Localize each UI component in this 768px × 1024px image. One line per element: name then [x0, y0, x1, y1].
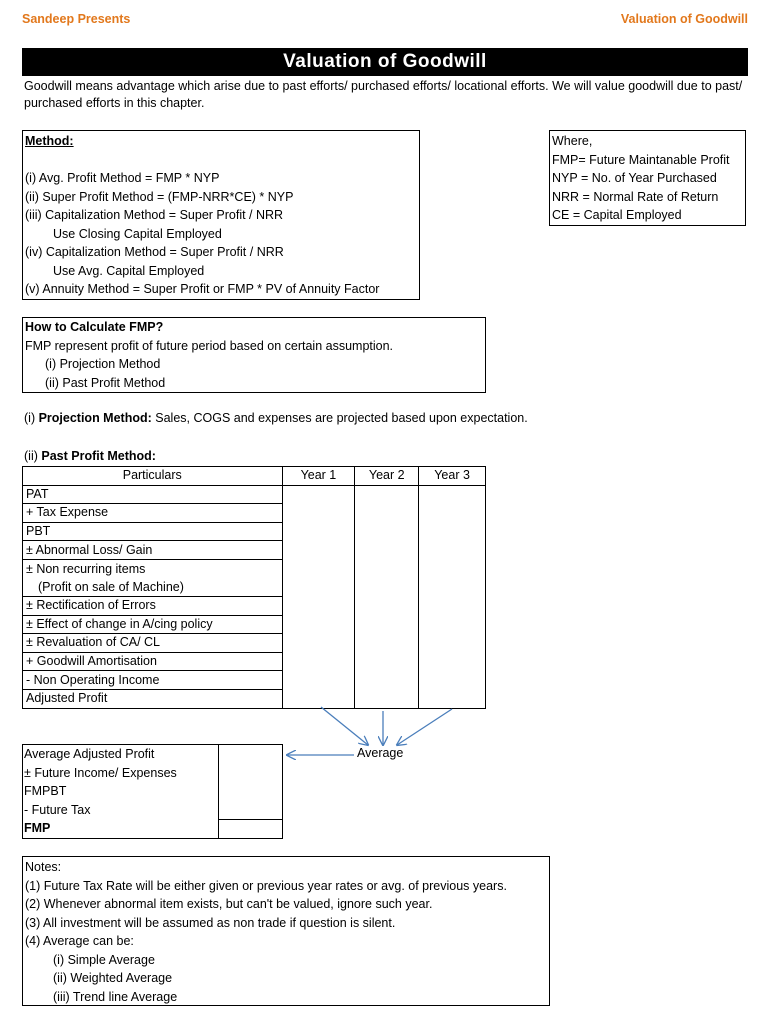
method-item: Use Closing Capital Employed: [53, 226, 222, 241]
where-item: FMP= Future Maintanable Profit: [552, 152, 730, 167]
row-label: - Non Operating Income: [23, 671, 283, 690]
notes-item: Notes:: [25, 860, 62, 874]
method-item: (ii) Super Profit Method = (FMP-NRR*CE) * NYP: [25, 189, 294, 204]
method-heading: Method:: [25, 134, 74, 148]
row-label: + Tax Expense: [23, 504, 283, 523]
column-header: Year 3: [419, 467, 486, 486]
method-item: Use Avg. Capital Employed: [53, 263, 205, 278]
page-title: Valuation of Goodwill: [22, 48, 748, 76]
column-header: Year 2: [355, 467, 419, 486]
header-right: Valuation of Goodwill: [620, 12, 748, 26]
notes-item: (1) Future Tax Rate will be either given or previous year rates or avg. of previous years.: [25, 878, 507, 893]
column-header: Year 1: [282, 467, 355, 486]
where-item: Where,: [552, 134, 593, 148]
method-item: (iv) Capitalization Method = Super Profit / NRR: [25, 245, 284, 259]
arrow-year3: [397, 709, 452, 745]
notes-item: (4) Average can be:: [25, 934, 134, 948]
method-item: (i) Avg. Profit Method = FMP * NYP: [25, 171, 220, 185]
fmp-row-label: FMP: [24, 821, 51, 835]
notes-item: (3) All investment will be assumed as non trade if question is silent.: [25, 915, 396, 930]
row-label: ± Effect of change in A/cing policy: [23, 615, 283, 634]
fmp-table-divider: [218, 745, 219, 838]
method-item: (iii) Capitalization Method = Super Profit / NRR: [25, 208, 284, 222]
past-profit-prefix: (ii): [24, 449, 42, 463]
notes-box: [22, 856, 550, 1006]
how-heading: How to Calculate FMP?: [25, 320, 164, 334]
projection-prefix: (i): [24, 411, 39, 425]
notes-item: (ii) Weighted Average: [53, 971, 173, 985]
fmp-row-label: Average Adjusted Profit: [24, 747, 155, 761]
notes-item: (iii) Trend line Average: [53, 989, 178, 1004]
row-label: ± Rectification of Errors: [23, 596, 283, 615]
row-label: ± Non recurring items: [26, 561, 146, 576]
fmp-table-divider: [218, 819, 282, 820]
past-profit-label: Past Profit Method:: [41, 449, 156, 463]
row-label: PBT: [23, 522, 283, 541]
fmp-row-label: FMPBT: [24, 784, 67, 798]
row-label: ± Abnormal Loss/ Gain: [23, 541, 283, 560]
row-label: ± Revaluation of CA/ CL: [23, 634, 283, 653]
method-item: (v) Annuity Method = Super Profit or FMP * PV of Annuity Factor: [25, 282, 380, 296]
projection-text: Sales, COGS and expenses are projected based upon expectation.: [151, 411, 528, 425]
arrow-year1: [321, 707, 368, 745]
how-item: (ii) Past Profit Method: [45, 375, 166, 390]
where-item: CE = Capital Employed: [552, 208, 682, 222]
row-label: + Goodwill Amortisation: [23, 652, 283, 671]
where-item: NYP = No. of Year Purchased: [552, 171, 717, 185]
row-label: PAT: [23, 485, 283, 504]
column-header: Particulars: [23, 467, 283, 486]
average-label: Average: [357, 746, 404, 760]
header-left: Sandeep Presents: [22, 12, 131, 26]
intro-text: Goodwill means advantage which arise due to past efforts/ purchased efforts/ locational efforts. We will value goodwill due to past/ purchased efforts in this chapter.: [24, 79, 743, 110]
how-item: FMP represent profit of future period based on certain assumption.: [25, 338, 394, 353]
notes-item: (i) Simple Average: [53, 952, 155, 967]
how-item: (i) Projection Method: [45, 357, 161, 371]
row-label: Adjusted Profit: [23, 689, 283, 708]
fmp-row-label: - Future Tax: [24, 802, 91, 817]
projection-label: Projection Method:: [38, 411, 152, 425]
notes-item: (2) Whenever abnormal item exists, but can't be valued, ignore such year.: [25, 897, 433, 911]
fmp-row-label: ± Future Income/ Expenses: [24, 765, 177, 780]
row-label: (Profit on sale of Machine): [38, 579, 184, 594]
where-item: NRR = Normal Rate of Return: [552, 189, 719, 204]
fmp-table: [22, 744, 283, 839]
